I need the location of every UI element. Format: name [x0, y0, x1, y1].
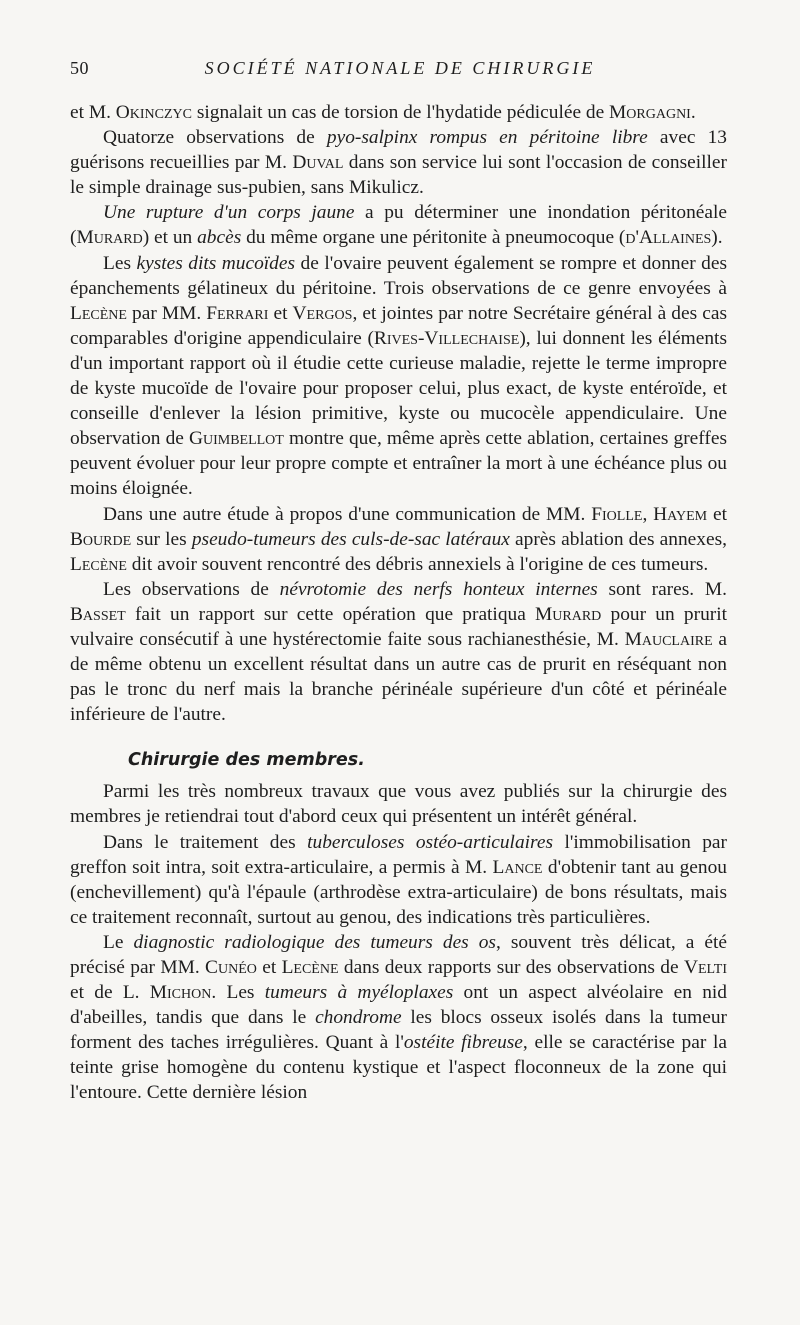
italic-term: kystes dits mucoïdes: [136, 252, 296, 274]
text-run: après ablation des annexes,: [509, 528, 727, 550]
italic-term: diagnostic radiologique des tumeurs des os: [133, 931, 496, 953]
italic-term: chondrome: [315, 1007, 402, 1029]
author-name: Murard: [76, 227, 143, 249]
text-run: , et jointes par notre Secrétaire général à des cas comparables d'origine appendiculaire (: [70, 302, 727, 349]
author-name: Vergos: [292, 302, 353, 324]
running-title: SOCIÉTÉ NATIONALE DE CHIRURGIE: [204, 58, 596, 78]
text-run: , souvent très délicat, a été précisé par MM.: [70, 931, 727, 978]
body-text: [70, 100, 727, 1106]
text-run: . Les: [211, 982, 265, 1004]
text-run: a pu déterminer une inondation péritonéale (: [70, 202, 727, 249]
author-name: Lance: [492, 856, 543, 878]
text-run: Le: [103, 931, 134, 953]
paragraph: [70, 502, 727, 577]
text-run: ont un aspect alvéolaire en nid d'abeilles, tandis que dans le: [70, 982, 727, 1029]
author-name: Lecène: [70, 302, 127, 324]
author-name: Michon: [149, 982, 212, 1004]
author-name: Basset: [70, 603, 126, 625]
text-run: a de même obtenu un excellent résultat dans un autre cas de prurit en réséquant non pas le tronc du nerf mais la branche périnéale supérieure d'un côté et périnéale inférieure de l'autre.: [70, 628, 727, 726]
paragraph: [70, 930, 727, 1106]
italic-term: tuberculoses ostéo-articulaires: [307, 831, 554, 853]
text-run: dit avoir souvent rencontré des débris annexiels à l'origine de ces tumeurs.: [126, 553, 709, 575]
text-run: montre que, même après cette ablation, certaines greffes peuvent évoluer pour leur propre compte et entraîner la mort à une échéance plus ou moins éloignée.: [70, 428, 727, 500]
page-number: 50: [70, 58, 89, 78]
text-run: et de L.: [70, 982, 150, 1004]
paragraph: [70, 830, 727, 930]
italic-term: tumeurs à myéloplaxes: [264, 982, 454, 1004]
page-header: [70, 58, 730, 86]
paragraph: [70, 125, 727, 200]
author-name: Velti: [683, 957, 727, 978]
author-name: Morgagni: [609, 102, 691, 123]
italic-term: pyo-salpinx rompus en péritoine libre: [326, 127, 648, 149]
text-run: et: [268, 302, 293, 324]
text-run: ) et un: [142, 227, 198, 249]
section-heading: Chirurgie des membres.: [128, 750, 365, 771]
author-name: Duval: [292, 152, 344, 174]
text-run: Dans le traitement des: [103, 831, 308, 853]
text-run: fait un rapport sur cette opération que pratiqua: [125, 603, 536, 625]
text-run: Quatorze observations de: [103, 127, 327, 149]
text-run: du même organe une péritonite à pneumocoque (: [241, 227, 626, 249]
paragraph: [70, 100, 727, 125]
text-run: par MM.: [126, 302, 207, 324]
text-run: et: [256, 957, 282, 978]
author-name: Hayem: [653, 503, 708, 525]
author-name: Rives-Villechaise: [373, 327, 520, 349]
text-run: l'immobilisation par greffon soit intra, soit extra-articulaire, a permis à M.: [70, 831, 727, 878]
text-run: Les observations de: [103, 578, 280, 600]
italic-term: pseudo-tumeurs des culs-de-sac latéraux: [191, 528, 510, 550]
text-run: ).: [711, 227, 723, 249]
text-run: Dans une autre étude à propos d'une communication de MM.: [103, 503, 592, 525]
text-run: sur les: [131, 528, 192, 550]
text-run: et M.: [70, 102, 116, 123]
author-name: Cunéo: [205, 957, 257, 978]
text-run: dans son service lui sont l'occasion de conseiller le simple drainage sus-pubien, sans Mikulicz.: [70, 152, 727, 199]
author-name: Lecène: [70, 553, 127, 575]
text-run: Parmi les très nombreux travaux que vous avez publiés sur la chirurgie des membres je retiendrai tout d'abord ceux qui présentent un intérêt général.: [70, 781, 727, 828]
author-name: d'Allaines: [625, 227, 712, 249]
author-name: Guimbellot: [188, 428, 284, 450]
text-run: , elle se caractérise par la teinte grise homogène du contenu kystique et l'aspect floconneux de la zone qui l'entoure. Cette dernière lésion: [70, 1032, 728, 1104]
paragraph: [70, 779, 727, 829]
italic-term: abcès: [197, 227, 242, 249]
text-run: ,: [642, 503, 654, 525]
author-name: Lecène: [281, 957, 339, 978]
author-name: Ferrari: [206, 302, 269, 324]
text-run: .: [690, 102, 696, 123]
text-run: dans deux rapports sur des observations de: [338, 957, 684, 978]
author-name: Murard: [535, 603, 602, 625]
author-name: Okinczyc: [115, 102, 193, 123]
text-run: ), lui donnent les éléments d'un important rapport où il étudie cette curieuse maladie, rejette le terme impropre de kyste mucoïde de l'ovaire pour proposer celui, plus exact, de kyste entéroïde, et conseille d'enlever la lésion primitive, kyste ou mucocèle appendiculaire. Une observation de: [70, 327, 727, 450]
italic-term: névrotomie des nerfs honteux internes: [279, 578, 598, 600]
text-run: et: [707, 503, 727, 525]
paragraph: [70, 577, 727, 728]
text-run: Les: [103, 252, 137, 274]
italic-term: ostéite fibreuse: [403, 1032, 523, 1054]
paragraph: [70, 251, 727, 502]
text-run: de l'ovaire peuvent également se rompre et donner des épanchements gélatineux du péritoine. Trois observations de ce genre envoyées à: [70, 252, 727, 299]
text-run: les blocs osseux isolés dans la tumeur forment des taches irrégulières. Quant à l': [70, 1007, 727, 1054]
paragraph: [70, 200, 727, 250]
text-run: pour un prurit vulvaire consécutif à une hystérectomie faite sous rachianesthésie, M.: [70, 603, 727, 650]
text-run: avec 13 guérisons recueillies par M.: [70, 127, 728, 174]
author-name: Mauclaire: [624, 628, 713, 650]
author-name: Bourde: [70, 528, 132, 550]
text-run: d'obtenir tant au genou (enchevillement) qu'à l'épaule (arthrodèse extra-articulaire) de bons résultats, mais ce traitement reconnaît, surtout au genou, des indications très particulières.: [70, 856, 727, 928]
text-run: signalait un cas de torsion de l'hydatide pédiculée de: [192, 102, 610, 123]
text-run: sont rares. M.: [597, 578, 727, 600]
italic-term: Une rupture d'un corps jaune: [103, 202, 355, 224]
author-name: Fiolle: [591, 503, 643, 525]
